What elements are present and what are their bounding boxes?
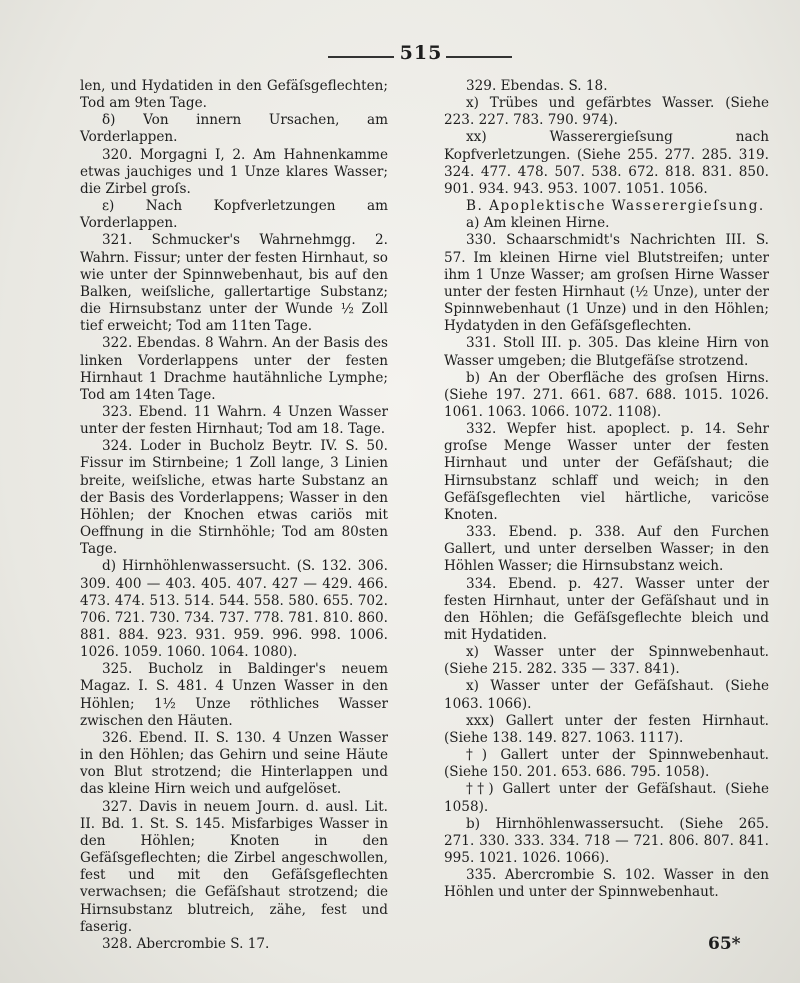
paragraph: 323. Ebend. 11 Wahrn. 4 Unzen Wasser unter der festen Hirnhaut; Tod am 18. Tage. <box>80 403 388 438</box>
paragraph: 324. Loder in Bucholz Beytr. IV. S. 50. Fissur im Stirnbeine; 1 Zoll lange, 3 Linien breite, weiſsliche, etwas harte Substanz an der Basis des Vorderlappens; Wasser in den Höhlen; der Knochen etwas cariös mit Oeffnung in die Stirnhöhle; Tod am 80sten Tage. <box>80 438 388 558</box>
paragraph: x) Wasser unter der Spinnwebenhaut. (Siehe 215. 282. 335 — 337. 841). <box>444 644 769 678</box>
paragraph: δ) Von innern Ursachen, am Vorderlappen. <box>80 112 388 146</box>
header-rule-right <box>446 56 512 58</box>
paragraph: †) Gallert unter der Spinnwebenhaut. (Siehe 150. 201. 653. 686. 795. 1058). <box>444 747 769 781</box>
paragraph: 334. Ebend. p. 427. Wasser unter der festen Hirnhaut, unter der Gefäſshaut und in den Höhlen; die Gefäſsgeflechte bleich und mit Hydatiden. <box>444 575 769 643</box>
paragraph: xxx) Gallert unter der festen Hirnhaut. (Siehe 138. 149. 827. 1063. 1117). <box>444 712 769 746</box>
paragraph: 320. Morgagni I, 2. Am Hahnenkamme etwas jauchiges und 1 Unze klares Wasser; die Zirbel groſs. <box>80 146 388 197</box>
paragraph: x) Wasser unter der Gefäſshaut. (Siehe 1063. 1066). <box>444 678 769 712</box>
section-heading: B. Apoplektische Wasserergieſsung. <box>466 198 765 215</box>
paragraph: a) Am kleinen Hirne. <box>466 215 610 232</box>
paragraph: x) Trübes und gefärbtes Wasser. (Siehe 223. 227. 783. 790. 974). <box>444 95 769 129</box>
paragraph: 330. Schaarschmidt's Nachrichten III. S. 57. Im kleinen Hirne viel Blutstreifen; unter ihm 1 Unze Wasser; am groſsen Hirne Wasser unter der festen Hirnhaut (½ Unze), unter der Spinnwebenhaut (1 Unze) und in den Höhlen; Hydatyden in den Gefäſsgeflechten. <box>444 232 769 335</box>
left-column <box>80 78 388 953</box>
paragraph: 322. Ebendas. 8 Wahrn. An der Basis des linken Vorderlappens unter der festen Hirnhaut 1 Drachme hautähnliche Lymphe; Tod am 14ten Tage. <box>80 335 388 403</box>
paragraph: ††) Gallert unter der Gefäſshaut. (Siehe 1058). <box>444 781 769 815</box>
paragraph: b) Hirnhöhlenwassersucht. (Siehe 265. 271. 330. 333. 334. 718 — 721. 806. 807. 841. 995. 1021. 1026. 1066). <box>444 815 769 867</box>
paragraph: b) An der Oberfläche des groſsen Hirns. (Siehe 197. 271. 661. 687. 688. 1015. 1026. 1061. 1063. 1066. 1072. 1108). <box>444 369 769 420</box>
paragraph: 327. Davis in neuem Journ. d. ausl. Lit. II. Bd. 1. St. S. 145. Misfarbiges Wasser in den Höhlen; Knoten in den Gefäſsgeflechten; die Zirbel angeschwollen, fest und mit den Gefäſsgeflechten verwachsen; die Gefäſshaut strotzend; die Hirnsubstanz blutreich, zähe, fest und faserig. <box>80 798 388 935</box>
paragraph: 325. Bucholz in Baldinger's neuem Magaz. I. S. 481. 4 Unzen Wasser in den Höhlen; 1½ Unze röthliches Wasser zwischen den Häuten. <box>80 661 388 729</box>
paragraph: 333. Ebend. p. 338. Auf den Furchen Gallert, und unter derselben Wasser; in den Höhlen Wasser; die Hirnsubstanz weich. <box>444 524 769 575</box>
paragraph: len, und Hydatiden in den Gefäſsgeflechten; Tod am 9ten Tage. <box>80 78 388 112</box>
paragraph: 329. Ebendas. S. 18. <box>466 78 608 94</box>
signature-mark: 65* <box>708 934 741 954</box>
paragraph: 321. Schmucker's Wahrnehmgg. 2. Wahrn. Fissur; unter der festen Hirnhaut, so wie unter der Spinnwebenhaut, bis auf den Balken, weiſsliche, gallertartige Substanz; die Hirnsubstanz unter der Wunde ½ Zoll tief erweicht; Tod am 11ten Tage. <box>80 232 388 335</box>
paragraph: 335. Abercrombie S. 102. Wasser in den Höhlen und unter der Spinnwebenhaut. <box>444 867 769 901</box>
right-column <box>444 78 769 902</box>
paragraph: 326. Ebend. II. S. 130. 4 Unzen Wasser in den Höhlen; das Gehirn und seine Häute von Blut strotzend; die Hinterlappen und das kleine Hirn weich und aufgelöset. <box>80 729 388 798</box>
paragraph: xx) Wasserergieſsung nach Kopfverletzungen. (Siehe 255. 277. 285. 319. 324. 477. 478. 507. 538. 672. 818. 831. 850. 901. 934. 943. 953. 1007. 1051. 1056. <box>444 129 769 197</box>
paragraph: 332. Wepfer hist. apoplect. p. 14. Sehr groſse Menge Wasser unter der festen Hirnhaut und unter der Gefäſshaut; die Hirnsubstanz schlaff und weich; in den Gefäſsgeflechten viel härtliche, varicöse Knoten. <box>444 421 769 523</box>
page-number: 515 <box>399 42 443 64</box>
paragraph: d) Hirnhöhlenwassersucht. (S. 132. 306. 309. 400 — 403. 405. 407. 427 — 429. 466. 473. 474. 513. 514. 544. 558. 580. 655. 702. 706. 721. 730. 734. 737. 778. 781. 810. 860. 881. 884. 923. 931. 959. 996. 998. 1006. 1026. 1059. 1060. 1064. 1080). <box>80 558 388 661</box>
paragraph: ε) Nach Kopfverletzungen am Vorderlappen. <box>80 198 388 232</box>
header-rule-left <box>328 56 394 58</box>
paragraph: 331. Stoll III. p. 305. Das kleine Hirn von Wasser umgeben; die Blutgefäſse strotzend. <box>444 335 769 369</box>
paragraph: 328. Abercrombie S. 17. <box>102 935 270 952</box>
page-header <box>0 42 800 72</box>
